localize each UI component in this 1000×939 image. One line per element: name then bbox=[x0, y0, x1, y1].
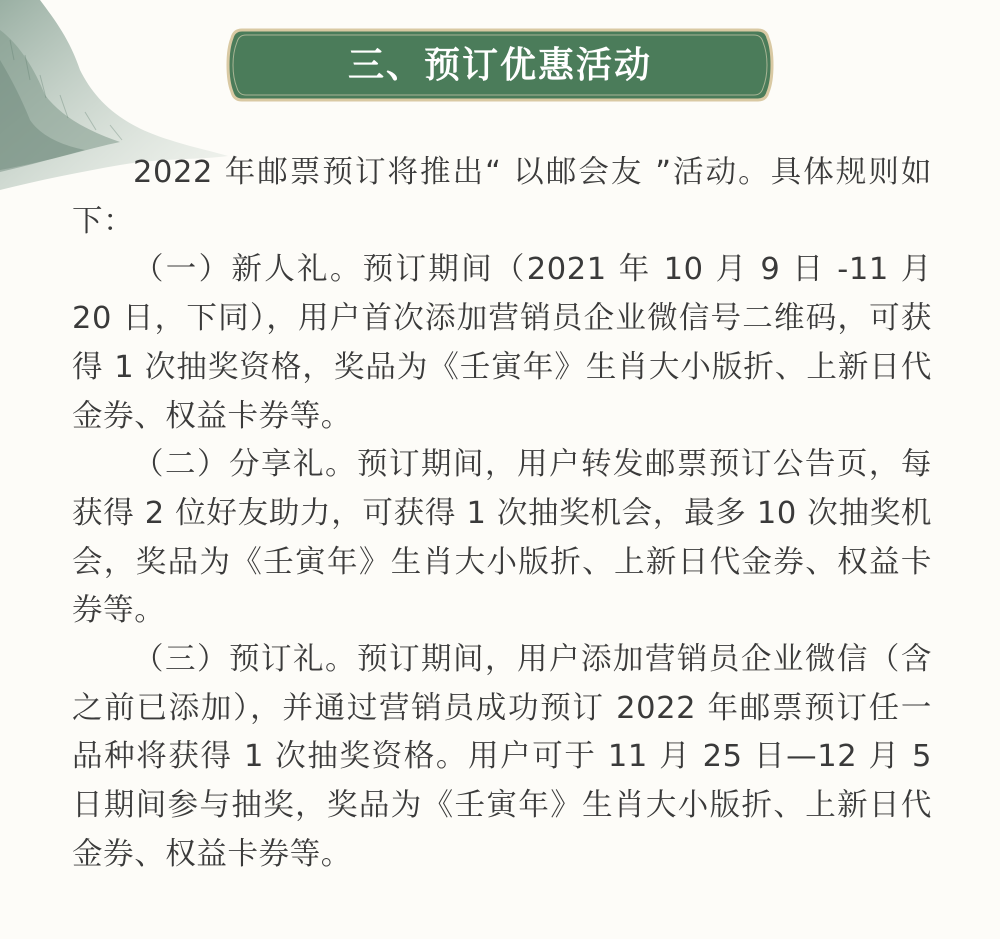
rule-paragraph-3: （三）预订礼。预订期间，用户添加营销员企业微信（含之前已添加），并通过营销员成功预订 2022 年邮票预订任一品种将获得 1 次抽奖资格。用户可于 11 月 25 日—12 月 5 日期间参与抽奖，奖品为《壬寅年》生肖大小版折、上新日代金券、权益卡券等。 bbox=[72, 642, 932, 872]
page-title: 三、预订优惠活动 bbox=[347, 44, 652, 86]
rule-paragraph-1: （一）新人礼。预订期间（2021 年 10 月 9 日 -11 月 20 日，下同），用户首次添加营销员企业微信号二维码，可获得 1 次抽奖资格，奖品为《壬寅年》生肖大小版折、上新日代金券、权益卡券等。 bbox=[72, 252, 932, 434]
intro-paragraph: 2022 年邮票预订将推出“ 以邮会友 ”活动。具体规则如下： bbox=[72, 155, 932, 239]
title-banner bbox=[224, 26, 776, 104]
article-body bbox=[72, 149, 932, 880]
rule-paragraph-2: （二）分享礼。预订期间，用户转发邮票预订公告页，每获得 2 位好友助力，可获得 1 次抽奖机会，最多 10 次抽奖机会，奖品为《壬寅年》生肖大小版折、上新日代金券、权益卡券等。 bbox=[72, 447, 932, 629]
